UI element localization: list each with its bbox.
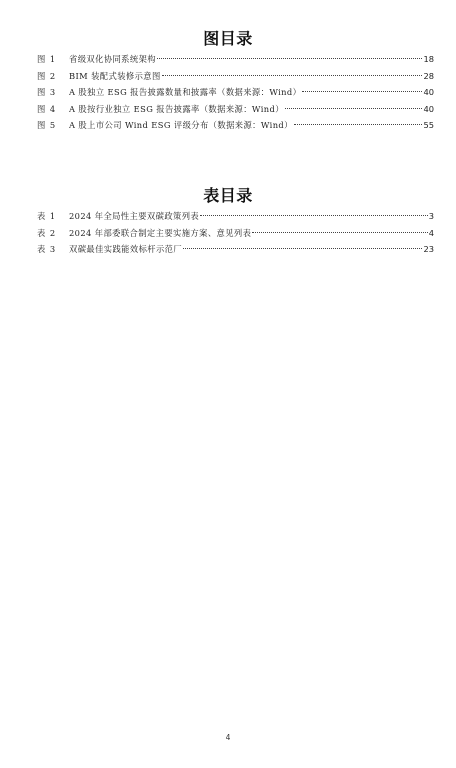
- figure-toc-entry-2[interactable]: [37, 68, 434, 85]
- toc-entry-page: 28: [423, 70, 434, 81]
- toc-dot-leader: [285, 107, 423, 109]
- toc-entry-caption: 省级双化协同系统架构: [69, 54, 156, 64]
- toc-entry-page: 55: [423, 120, 434, 130]
- figures-heading: 图目录: [203, 29, 253, 48]
- table-toc-entry-2[interactable]: [37, 225, 434, 242]
- tables-toc-list: [37, 208, 434, 258]
- toc-entry-caption: A 股上市公司 Wind ESG 评级分布（数据来源：Wind）: [69, 120, 293, 130]
- toc-entry-caption: 2024 年全局性主要双碳政策列表: [69, 211, 200, 221]
- figure-toc-entry-4[interactable]: [37, 101, 434, 118]
- toc-entry-label: 图 5: [37, 120, 57, 130]
- toc-entry-label: 表 1: [37, 211, 57, 221]
- toc-dot-leader: [162, 74, 423, 76]
- toc-dot-leader: [294, 123, 423, 125]
- toc-dot-leader: [157, 57, 422, 59]
- toc-entry-label: 表 2: [37, 227, 57, 238]
- toc-entry-label: 图 4: [37, 103, 57, 114]
- toc-entry-page: 3: [428, 211, 434, 221]
- table-toc-entry-3[interactable]: [37, 241, 434, 258]
- toc-dot-leader: [183, 247, 422, 249]
- toc-entry-caption: 双碳最佳实践能效标杆示范厂: [69, 244, 183, 254]
- toc-entry-caption: A 股独立 ESG 报告披露数量和披露率（数据来源：Wind）: [69, 87, 302, 97]
- toc-dot-leader: [302, 90, 422, 92]
- toc-entry-label: 图 3: [37, 87, 57, 97]
- figure-toc-entry-1[interactable]: [37, 51, 434, 68]
- toc-entry-label: 图 2: [37, 70, 57, 81]
- tables-heading: 表目录: [203, 186, 253, 205]
- toc-entry-caption: 2024 年部委联合制定主要实施方案、意见列表: [69, 227, 252, 238]
- toc-entry-label: 表 3: [37, 244, 57, 254]
- figure-toc-entry-3[interactable]: [37, 84, 434, 101]
- figure-toc-entry-5[interactable]: [37, 117, 434, 134]
- toc-entry-page: 40: [423, 103, 434, 114]
- toc-dot-leader: [252, 231, 427, 233]
- page-number: 4: [225, 733, 231, 742]
- toc-entry-page: 18: [423, 54, 434, 64]
- table-toc-entry-1[interactable]: [37, 208, 434, 225]
- toc-entry-caption: BIM 装配式装修示意图: [69, 70, 161, 81]
- toc-entry-caption: A 股按行业独立 ESG 报告披露率（数据来源：Wind）: [69, 103, 284, 114]
- toc-entry-page: 23: [423, 244, 434, 254]
- toc-entry-label: 图 1: [37, 54, 57, 64]
- toc-entry-page: 40: [423, 87, 434, 97]
- toc-entry-page: 4: [428, 227, 434, 238]
- toc-dot-leader: [200, 214, 428, 216]
- figures-toc-list: [37, 51, 434, 134]
